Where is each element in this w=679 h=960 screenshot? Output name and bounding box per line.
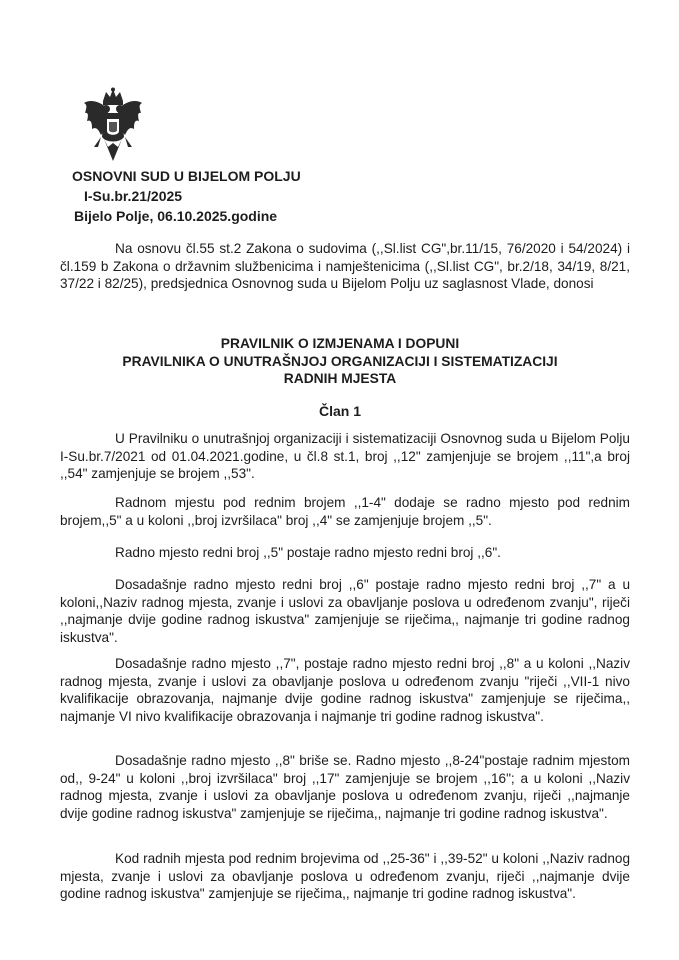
paragraph-6-block <box>60 752 630 822</box>
paragraph: Radno mjesto redni broj ,,5" postaje radno mjesto redni broj ,,6". <box>115 545 501 560</box>
preamble-block <box>60 240 630 293</box>
court-name: OSNOVNI SUD U BIJELOM POLJU <box>72 168 301 184</box>
paragraph: Radnom mjestu pod rednim brojem ,,1-4" dodaje se radno mjesto pod rednim brojem,,5" a u koloni ,,broj izvršilaca" broj ,,4" se zamjenjuje brojem ,,5". <box>60 495 630 528</box>
article-heading: Član 1 <box>318 403 361 419</box>
paragraph: U Pravilniku o unutrašnjoj organizaciji i sistematizaciji Osnovnog suda u Bijelom Polju I-Su.br.7/2021 od 01.04.2021.godine, u čl.8 st.1, broj ,,12" zamjenjuje se brojem ,,11",a broj ,,54" zamjenjuje se brojem ,,53". <box>60 431 630 482</box>
paragraph: Dosadašnje radno mjesto ,,7", postaje radno mjesto redni broj ,,8" a u koloni ,,Naziv radnog mjesta, zvanje i uslovi za obavljanje poslova u određenom zvanju "riječi ,,VII-1 nivo kvalifikacije obrazovanja, najmanje dvije godine radnog iskustva" zamjenjuje se riječima,, najmanje VI nivo kvalifikacije obrazovanja i najmanje tri godine radnog iskustva". <box>60 656 630 724</box>
preamble: Na osnovu čl.55 st.2 Zakona o sudovima (,,Sl.list CG",br.11/15, 76/2020 i 54/2024) i čl.159 b Zakona o državnim službenicima i namještenicima (,,Sl.list CG", br.2/18, 34/19, 8/21, 37/22 i 82/25), predsjednica Osnovnog suda u Bijelom Polju uz saglasnost Vlade, donosi <box>60 241 630 292</box>
paragraph-4-block <box>60 576 630 646</box>
title-line-2: PRAVILNIKA O UNUTRAŠNJOJ ORGANIZACIJI I SISTEMATIZACIJI <box>122 353 558 369</box>
paragraph-7-block <box>60 850 630 903</box>
place-date: Bijelo Polje, 06.10.2025.godine <box>74 208 278 224</box>
paragraph-1-block <box>60 430 630 483</box>
paragraph: Kod radnih mjesta pod rednim brojevima od ,,25-36" i ,,39-52" u koloni ,,Naziv radnog mjesta, zvanje i uslovi za obavljanje poslova u određenom zvanju, riječi ,,najmanje dvije godine radnog iskustva" zamjenjuje se riječima,, najmanje tri godine radnog iskustva". <box>60 851 630 902</box>
paragraph: Dosadašnje radno mjesto ,,8" briše se. Radno mjesto ,,8-24"postaje radnim mjestom od,, 9-24" u koloni ,,broj izvršilaca" broj ,,17" zamjenjuje se brojem ,,16"; a u koloni ,,Naziv radnog mjesta, zvanje i uslovi za obavljanje poslova u određenom zvanju, riječi ,,najmanje dvije godine radnog iskustva" zamjenjuje se riječima,, najmanje tri godine radnog iskustva". <box>60 753 630 821</box>
title-line-3: RADNIH MJESTA <box>283 371 397 386</box>
paragraph-2-block <box>60 494 630 529</box>
title-line-1: PRAVILNIK O IZMJENAMA I DOPUNI <box>220 336 460 351</box>
court-header <box>72 166 301 226</box>
paragraph: Dosadašnje radno mjesto redni broj ,,6" postaje radno mjesto redni broj ,,7" a u koloni,,Naziv radnog mjesta, zvanje i uslovi za obavljanje poslova u određenom zvanju", riječi ,,najmanje dvije godine radnog iskustva" zamjenjuje se riječima,, najmanje tri godine radnog iskustva". <box>60 577 630 645</box>
coat-of-arms-icon <box>82 87 144 165</box>
document-title <box>60 335 620 388</box>
paragraph-3-block <box>60 544 630 562</box>
case-number: I-Su.br.21/2025 <box>84 188 183 204</box>
paragraph-5-block <box>60 655 630 725</box>
